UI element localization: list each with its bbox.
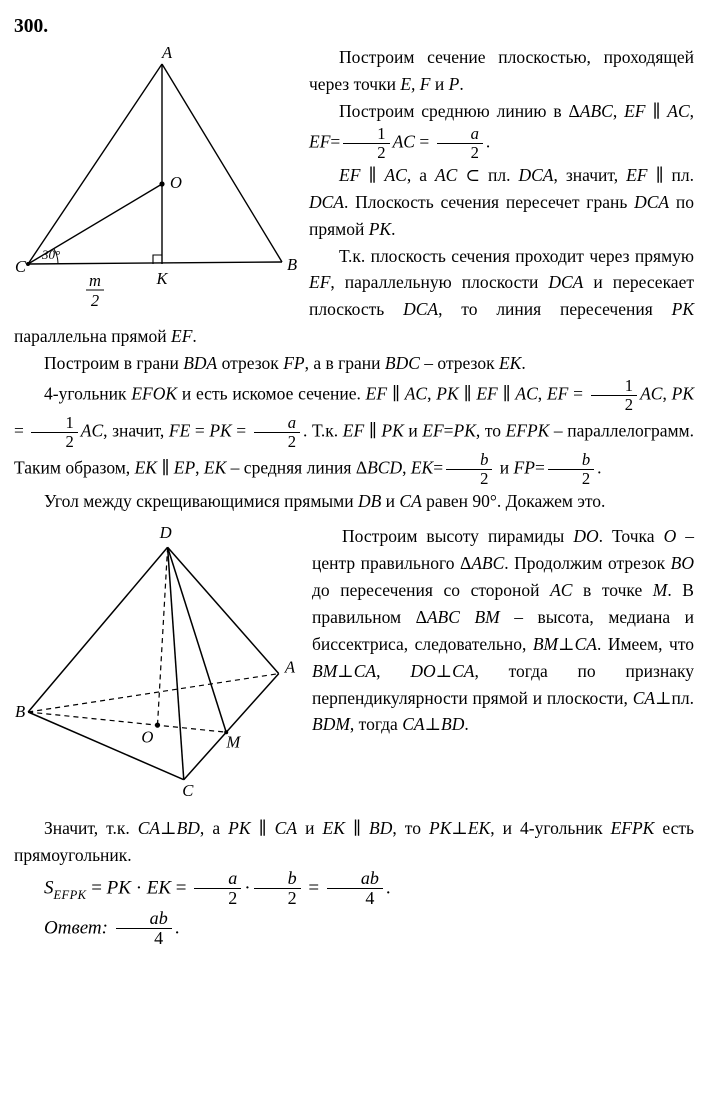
para-build-section: Построим сечение плоскостью, проходящей через точки E, F и P. [309,47,694,94]
edge-bc [28,712,184,780]
fig2-label-a: A [284,657,296,677]
fig1-label-o: O [170,173,182,193]
point-o-dot [155,722,160,727]
edge-dc [168,547,184,779]
edge-ca [184,673,279,779]
figure-pyramid [14,525,302,811]
para-pyramid-height: Построим высоту пирамиды DO. Точка O – центр правильного ΔABC. Продолжим отрезок BO до пересечения со стороной AC в точке M. В правильном ΔABC BM – высота, медиана и биссектриса, следовательно, BM⊥CA. Имеем, что BM⊥CA, DO⊥CA, тогда по признаку перпендикулярности прямой и плоскости, CA⊥пл. BDM, тогда CA⊥BD. [312,525,695,735]
edge-da [168,547,279,673]
edge-db [28,547,167,712]
figure-triangle [14,46,299,318]
point-c-dot [26,262,30,266]
edge-ac [28,64,162,264]
para-segments-fp-ek: Построим в грани BDA отрезок FP, а в грани BDC – отрезок EK. [44,353,526,374]
para-intersection-line: Т.к. плоскость сечения проходит через прямую EF, параллельную плоскости DCA и пересекает плоскость DCA, то линия пересечения PK параллельна прямой EF. [14,245,694,347]
problem-number: 300. [14,16,49,37]
formula-area: $S_{EFPK}$ = PK · EK = $\frac{a}{2}$ · $\frac{b}{2}$ = $\frac{ab}{4}$ . [44,867,391,909]
section-plane-construction [14,44,694,350]
pyramid-figure-svg [14,525,302,803]
edge-cb [28,262,282,264]
fig2-label-m: M [226,732,241,752]
fig1-label-b: B [287,255,298,275]
fig2-label-c: C [182,780,194,800]
segment-dm [168,547,227,732]
para-angle-90: Угол между скрещивающимися прямыми DB и CA равен 90°. Докажем это. [44,490,606,511]
hidden-edge-ba [28,673,279,711]
hidden-height-do [157,547,167,725]
para-midline: Построим среднюю линию в ΔABC, EF ∥ AC, EF= $\frac{1}{2}$ AC = $\frac{a}{2}$ . [309,100,695,162]
fig1-label-frac-num: m [89,271,101,291]
point-o-dot [159,181,164,186]
fig1-label-c: C [15,257,27,277]
section-pyramid-height [14,523,695,800]
edge-ab [162,64,282,262]
triangle-figure-svg [14,46,299,310]
hidden-median-bm [28,712,226,732]
fig2-label-d: D [159,524,172,543]
para-ef-parallel: EF ∥ AC, а AC ⊂ пл. DCA, значит, EF ∥ пл. DCA. Плоскость сечения пересечет грань DCA по прямой PK. [309,164,695,239]
fig2-label-b: B [15,701,26,721]
fig1-label-angle: 30° [42,247,61,263]
fig1-label-a: A [161,46,173,63]
answer: Ответ: $\frac{ab}{4}$ . [44,907,180,949]
para-parallelogram: 4-угольник EFOK и есть искомое сечение. EF ∥ AC, PK ∥ EF ∥ AC, EF = $\frac{1}{2}$ AC, PK = $\frac{1}{2}$ AC, значит, FE = PK = $\frac{a}{2}$ . Т.к. EF ∥ PK и EF=PK, то EFPK – параллелограмм. Таким образом, EK ∥ EP, EK – средняя линия ΔBCD, EK= $\frac{b}{2}$ и FP= $\frac{b}{2}$ . [14,376,695,488]
fig1-label-k: K [156,269,168,289]
fig2-label-o: O [141,727,154,747]
fig1-label-frac-den: 2 [90,291,100,311]
para-rectangle: Значит, т.к. CA⊥BD, а PK ∥ CA и EK ∥ BD, то PK⊥EK, и 4-угольник EFPK есть прямоугольник. [14,817,694,865]
